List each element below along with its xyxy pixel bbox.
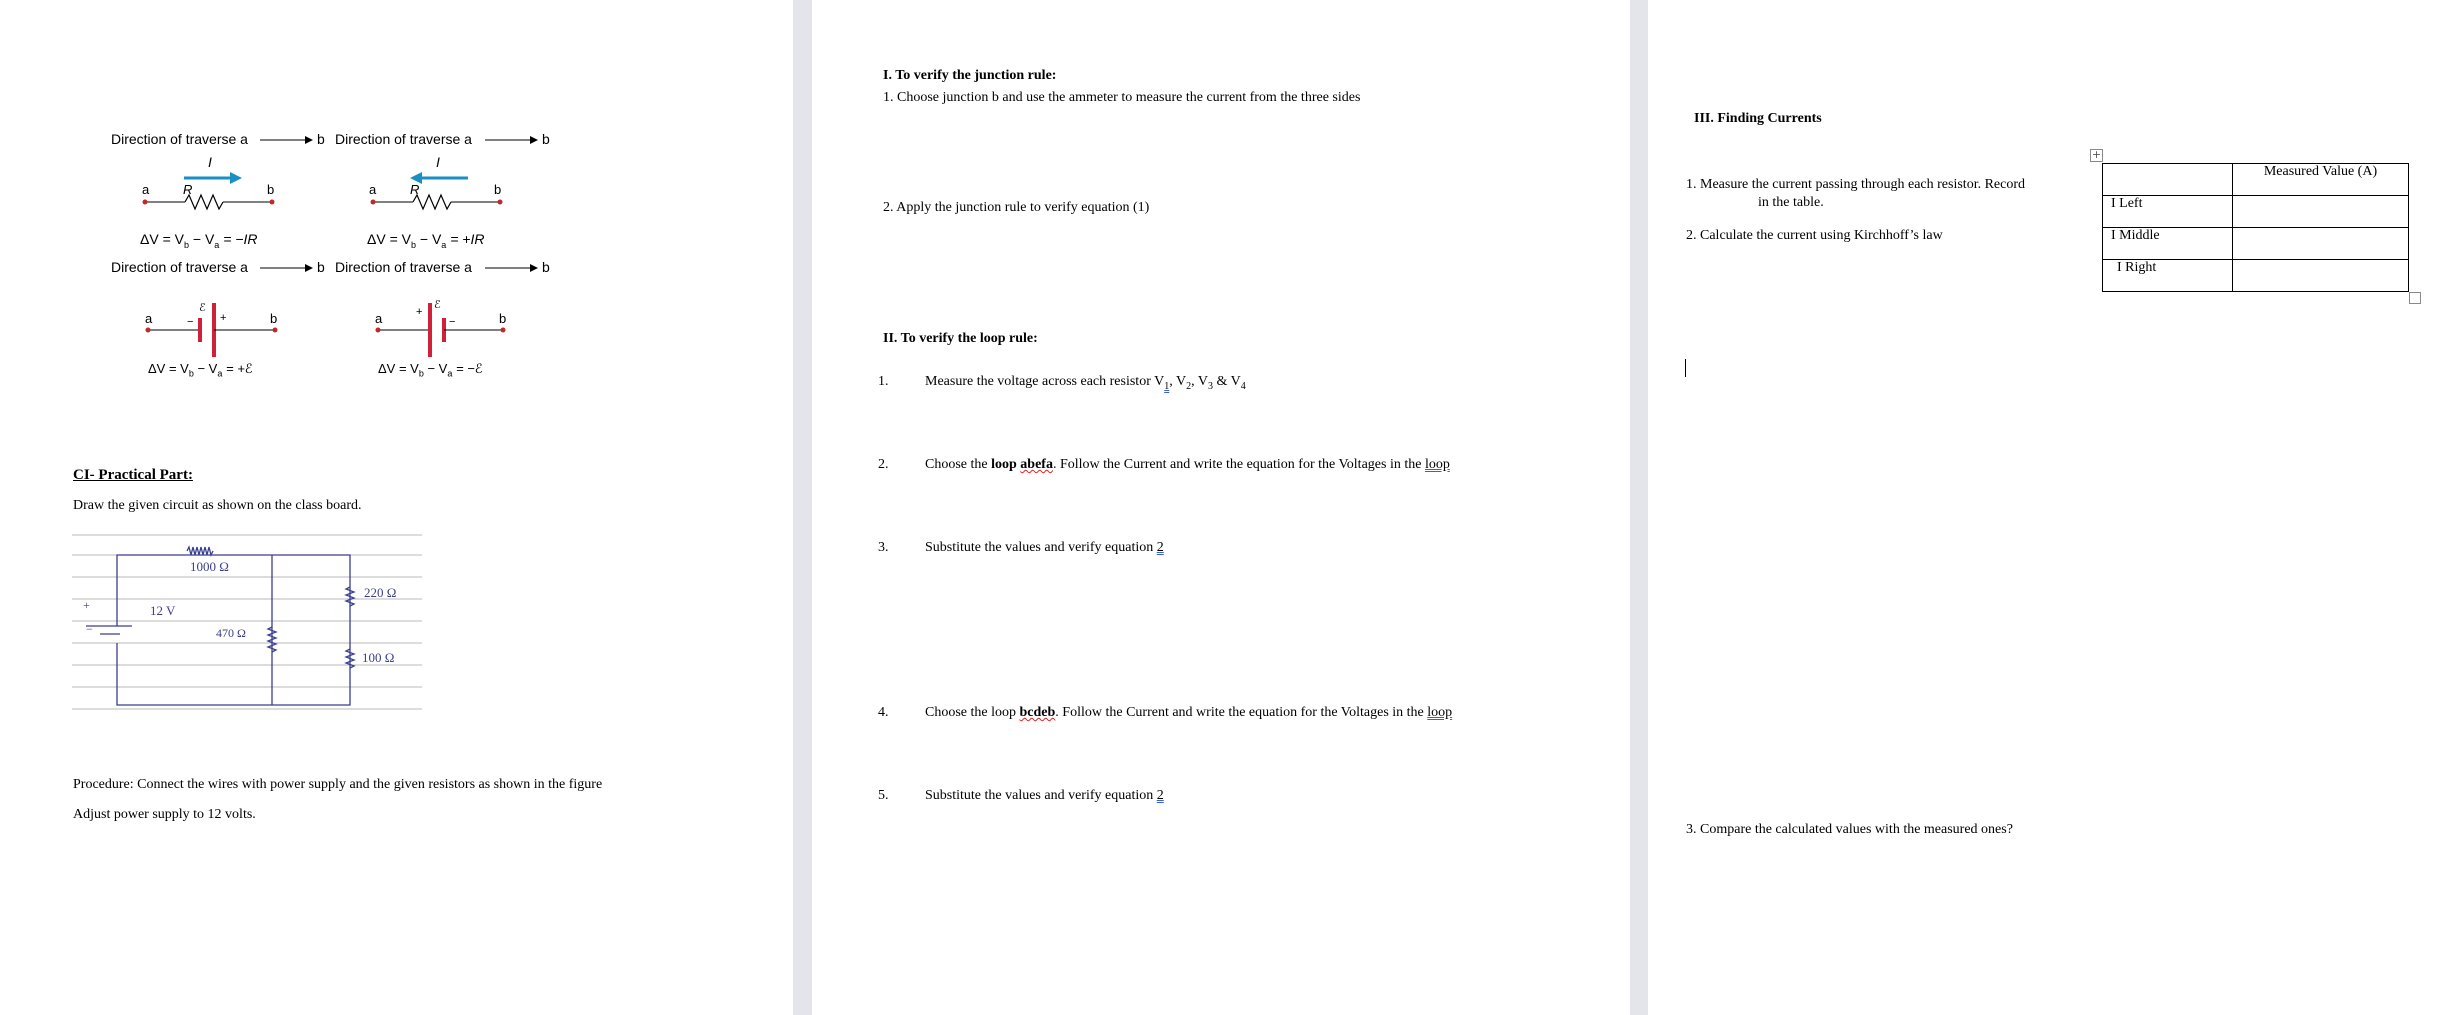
finding-step-1-cont: in the table. [1758,195,1824,210]
table-row [2103,196,2409,228]
table-cell[interactable] [2103,164,2233,196]
traverse-label: Direction of traverse a [111,259,248,275]
procedure-text: Adjust power supply to 12 volts. [73,807,256,822]
table-row [2103,260,2409,292]
resistor-label: R [183,182,193,197]
practical-heading: CI- Practical Part: [73,467,193,483]
finding-step-3: 3. Compare the calculated values with the measured ones? [1686,822,2013,837]
loop-step-text: Choose the loop bcdeb. Follow the Current and write the equation for the Voltages in the loop [925,705,1453,720]
battery-symbol-left [146,303,278,357]
junction-step-2: 2. Apply the junction rule to verify equation (1) [883,200,1150,215]
node-b-label: b [270,311,278,326]
sketch-label-470-ohm: 470 Ω [216,626,246,640]
traverse-label-end: b [317,259,325,275]
table-header-measured[interactable]: Measured Value (A) [2233,164,2409,196]
resistor-symbol-left [143,172,275,209]
table-cell[interactable] [2233,228,2409,260]
sketch-plus: + [83,598,90,612]
emf-label: ℰ [434,299,441,311]
section-heading-loop: II. To verify the loop rule: [883,331,1038,346]
circuit-sketch [72,527,422,727]
table-resize-handle-icon[interactable] [2409,292,2421,304]
section-heading-finding-currents: III. Finding Currents [1694,111,1822,126]
table-move-handle-icon[interactable]: + [2091,148,2102,161]
resistor-symbol-right [371,172,503,209]
resistor-label: R [410,182,420,197]
emf-label: ℰ [199,302,206,314]
node-a-label: a [369,182,377,197]
battery-equation-left: $\Delta V = V_b - V_a$ = +ℰ [148,361,253,379]
loop-step-number: 1. [878,374,889,389]
loop-step-number: 5. [878,788,889,803]
text-cursor [1685,359,1686,377]
document-page-2 [812,0,1630,1015]
page-gutter-left [793,0,812,1015]
table-row [2103,164,2409,196]
minus-label: − [187,316,194,328]
document-page-3 [1648,0,2451,1015]
loop-step-text: Substitute the values and verify equation 2 [925,540,1164,555]
node-b-label: b [267,182,275,197]
traverse-label-end: b [317,131,325,147]
node-a-label: a [145,311,153,326]
plus-label: + [416,306,423,318]
loop-step-text: Choose the loop abefa. Follow the Current and write the equation for the Voltages in the loop [925,457,1450,472]
battery-symbol-right [376,303,506,357]
traverse-label-end: b [542,131,550,147]
loop-step-text: Substitute the values and verify equation 2 [925,788,1164,803]
loop-step-number: 3. [878,540,889,555]
sketch-label-1000-ohm: 1000 Ω [190,559,229,574]
sketch-label-220-ohm: 220 Ω [364,585,397,600]
current-label: I [208,154,212,170]
node-a-label: a [142,182,150,197]
finding-step-1: 1. Measure the current passing through each resistor. Record [1686,177,2026,192]
loop-step-number: 2. [878,457,889,472]
finding-step-2: 2. Calculate the current using Kirchhoff’s law [1686,228,1943,243]
page-gutter-right [1630,0,1648,1015]
node-b-label: b [499,311,507,326]
resistor-equation-left: $\Delta V = V_b - V_a = -IR$ [140,231,258,250]
table-cell[interactable] [2233,260,2409,292]
sketch-label-100-ohm: 100 Ω [362,650,395,665]
table-row [2103,228,2409,260]
procedure-text: Procedure: Connect the wires with power supply and the given resistors as shown in the figure [73,777,603,792]
practical-intro: Draw the given circuit as shown on the class board. [73,498,362,513]
loop-step-text: Measure the voltage across each resistor $V_1$, $V_2$, $V_3$ & $V_4$ [925,374,1246,392]
section-heading-junction: I. To verify the junction rule: [883,68,1057,83]
battery-equation-right: $\Delta V = V_b - V_a$ = −ℰ [378,361,483,379]
document-page-1 [0,0,793,1015]
measured-currents-table[interactable] [2102,163,2409,292]
junction-step-1: 1. Choose junction b and use the ammeter to measure the current from the three sides [883,90,1361,105]
resistor-equation-right: $\Delta V = V_b - V_a = +IR$ [367,231,485,250]
loop-step-number: 4. [878,705,889,720]
sketch-label-12v: 12 V [150,603,176,618]
traverse-label: Direction of traverse a [335,131,472,147]
kirchhoff-sign-convention-diagram [0,0,793,400]
table-row-label[interactable]: I Left [2103,196,2233,228]
traverse-label: Direction of traverse a [335,259,472,275]
minus-label: − [449,316,456,328]
node-b-label: b [494,182,502,197]
node-a-label: a [375,311,383,326]
current-label: I [436,154,440,170]
traverse-label-end: b [542,259,550,275]
table-row-label[interactable]: I Middle [2103,228,2233,260]
table-cell[interactable] [2233,196,2409,228]
plus-label: + [220,312,227,324]
table-row-label[interactable]: I Right [2103,260,2233,292]
traverse-label: Direction of traverse a [111,131,248,147]
sketch-minus: − [86,622,93,636]
